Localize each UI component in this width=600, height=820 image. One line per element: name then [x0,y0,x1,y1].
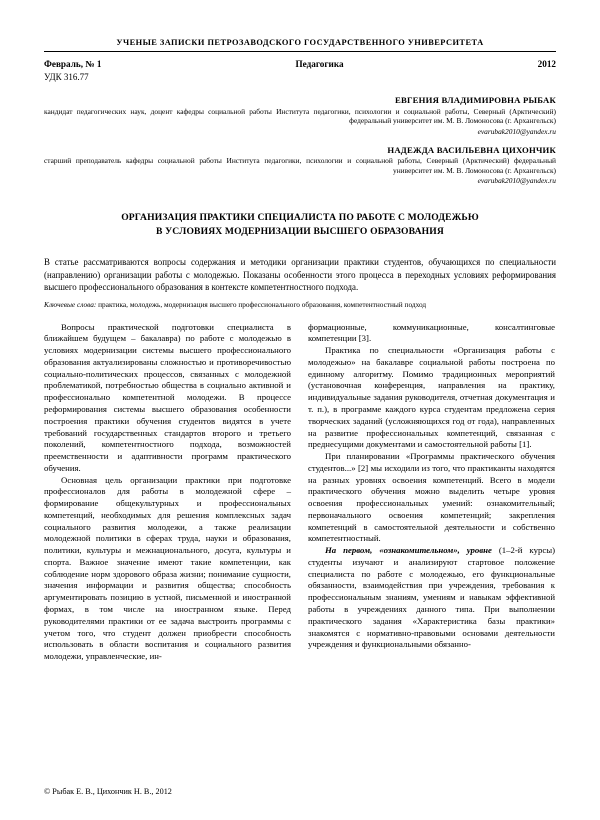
copyright-footer: © Рыбак Е. В., Цихончик Н. В., 2012 [44,787,172,796]
issue-date: Февраль, № 1 [44,59,102,69]
author-list [44,95,556,185]
paragraph: При планировании «Программы практического обучения студентов...» [2] мы исходили из того, что практиканты находятся на разных уровнях освоения компетенций. Всего в модели практического обучения можно выделить четыре уровня освоения профессиональных умений: ознакомительный; первоначального освоения компетенций; закрепления компетенций в самостоятельной деятельности и собственно компетентностный. [308,451,555,544]
header-rule [44,51,556,52]
author-name: ЕВГЕНИЯ ВЛАДИМИРОВНА РЫБАК [394,95,556,105]
article-title-line-2: В УСЛОВИЯХ МОДЕРНИЗАЦИИ ВЫСШЕГО ОБРАЗОВАНИЯ [156,225,444,237]
author-affiliation: старший преподаватель кафедры социальной работы Института педагогики, психологии и социальной работы, Северный (Арктический) федеральный университет им. М. В. Ломоносова (г. Архангельск) [44,156,556,175]
issue-row [44,59,556,69]
paragraph: Вопросы практической подготовки специалиста в ближайшем будущем – бакалавра) по работе с молодежью в условиях модернизации системы высшего профессионального образования актуализированы сложностью и противоречивостью социально-политических процессов, связанных с молодежной проблематикой, потребностью общества в социально активной и профессионально компетентной молодежи. В процессе реформирования системы высшего образования особенности построения практики обучения студентов видятся в учете требований государственных стандартов второго и третьего поколений, компетентностного подхода, возможностей преемственности и адаптивности программ практического обучения. [44,321,291,473]
author-entry [44,95,556,136]
author-entry [44,145,556,186]
paragraph-with-runin [308,545,555,651]
author-affiliation: кандидат педагогических наук, доцент кафедры социальной работы Института педагогики, психологии и социальной работы, Северный (Арктический) федеральный университет им. М. В. Ломоносова (г. Архангельск) [44,106,556,126]
journal-title: УЧЕНЫЕ ЗАПИСКИ ПЕТРОЗАВОДСКОГО ГОСУДАРСТВЕННОГО УНИВЕРСИТЕТА [116,38,484,47]
run-in-heading: На первом, «ознакомительном», уровне [325,545,492,556]
page-title [44,211,556,239]
keywords [44,300,556,310]
column-right [308,322,555,663]
column-left [44,322,291,663]
paragraph: Практика по специальности «Организация работы с молодежью» на бакалавре социальной работы построена по единному алгоритму. Помимо традиционных мероприятий (установочная конференция, направления на практику, индивидуальные задания руководителя, отчетная документация и т. п.), в программе каждого курса студентам предложена серия творческих заданий (усложняющихся год от года), направленных на развитие профессиональных компетенций, связанная с преднесущими документами и самостоятельной работы [1]. [308,345,555,450]
paragraph: Основная цель организации практики при подготовке профессионалов для работы в молодежной сфере – формирование общекультурных и профессиональных компетенций, необходимых для решения комплексных задач социального развития молодежи, а также реализации молодежной политики в сферах труда, науки и образования, политики, культуры и межнационального, досуга, культуры и спорта. Важное значение имеют такие компетенции, как соблюдение норм здорового образа жизни; понимание сущности, значения информации и развития общества; способность аргументировать позицию в устной, письменной и иностранной формах, в том числе на иностранном языке. Перед руководителями практики от ее задача выстроить программы с учетом того, что студент должен приобрести способность использовать в области воспитания и социального развития молодежи, управленческие, ин- [44,474,291,662]
author-name: НАДЕЖДА ВАСИЛЬЕВНА ЦИХОНЧИК [387,144,556,155]
article-title-line-1: ОРГАНИЗАЦИЯ ПРАКТИКИ СПЕЦИАЛИСТА ПО РАБОТЕ С МОЛОДЕЖЬЮ [121,212,479,224]
body-columns [44,322,556,663]
paragraph: формационные, коммуникационные, консалтинговые компетенции [3]. [308,321,555,344]
keywords-list: практика, молодежь, модернизация высшего профессионального образования, компетентностный подход [98,299,427,309]
issue-year: 2012 [537,59,556,69]
udk-code: УДК 316.77 [44,72,89,82]
keywords-label: Ключевые слова: [44,299,97,309]
abstract: В статье рассматриваются вопросы содержания и методики организации практики студентов, обучающихся по специальности (направлению) организации работы с молодежью. Показаны особенности этого процесса в переходных условиях реформирования высшего профессионального образования в контексте компетентностного подхода. [44,256,556,293]
paragraph-rest: (1–2-й курсы) студенты изучают и анализируют стартовое положение специалиста по работе с молодежью, его функциональные обязанности, взаимодействия при учреждения, требования к профессиональным знаниям, умениям и навыкам эффективной работы в учреждениях данного типа. При выполнении практического задания «Характеристика базы практики» знакомятся с нормативно-правовыми основами деятельности учреждения и функциональными обязанно- [308,545,555,650]
journal-section: Педагогика [295,59,344,69]
author-email[interactable]: evarubak2010@yandex.ru [477,126,556,136]
author-email[interactable]: evarubak2010@yandex.ru [477,176,556,186]
